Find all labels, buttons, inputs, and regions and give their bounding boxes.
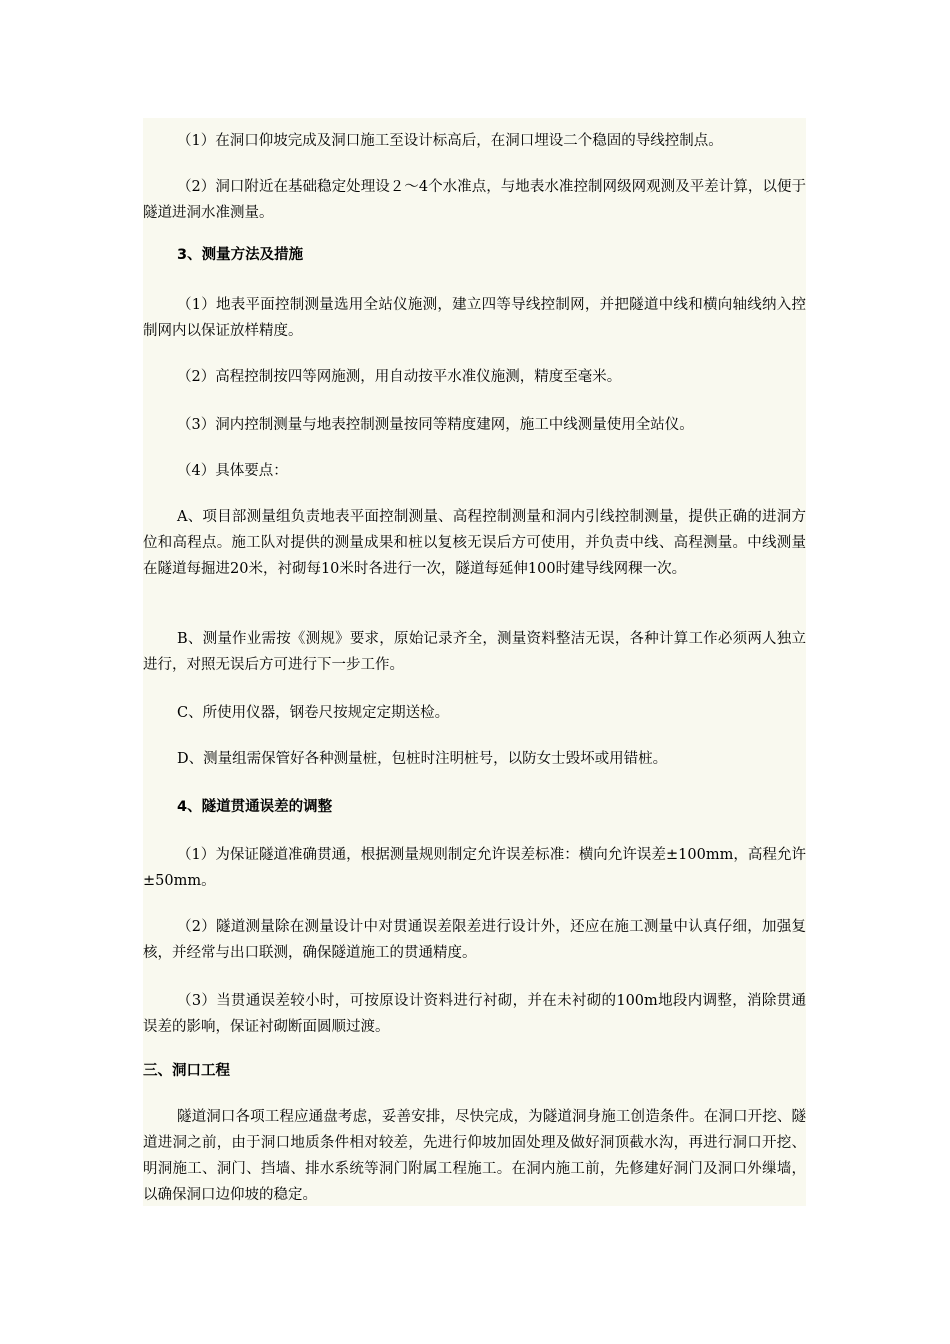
chapter-heading-3: 三、洞口工程	[143, 1063, 230, 1079]
paragraph-point-d: D、测量组需保管好各种测量桩，包桩时注明桩号，以防女士毁坏或用错桩。	[177, 751, 668, 767]
paragraph-4-2: （2）隧道测量除在测量设计中对贯通误差限差进行设计外，还应在施工测量中认真仔细，加强复核，并经常与出口联测，确保隧道施工的贯通精度。	[143, 919, 806, 961]
paragraph-point-c: C、所使用仪器，钢卷尺按规定定期送检。	[177, 705, 450, 721]
section-heading-3: 3、测量方法及措施	[177, 247, 304, 263]
paragraph-3-1: （1）地表平面控制测量选用全站仪施测，建立四等导线控制网，并把隧道中线和横向轴线纳入控制网内以保证放样精度。	[143, 297, 806, 339]
paragraph-3-2: （2）高程控制按四等网施测，用自动按平水准仪施测，精度至毫米。	[177, 369, 622, 385]
paragraph-chapter-3: 隧道洞口各项工程应通盘考虑，妥善安排，尽快完成，为隧道洞身施工创造条件。在洞口开挖、隧道进洞之前，由于洞口地质条件相对较差，先进行仰坡加固处理及做好洞顶截水沟，再进行洞口开挖、明洞施工、洞门、挡墙、排水系统等洞门附属工程施工。在洞内施工前，先修建好洞门及洞口外缫墙，以确保洞口边仰坡的稳定。	[143, 1109, 806, 1203]
paragraph-4-1: （1）为保证隧道准确贯通，根据测量规则制定允许误差标准：横向允许误差±100mm，高程允许±50mm。	[143, 847, 806, 889]
paragraph-2: （2）洞口附近在基础稳定处理设２～4个水准点，与地表水准控制网级网观测及平差计算，以便于隧道进洞水准测量。	[143, 179, 806, 221]
paragraph-4-3: （3）当贯通误差较小时，可按原设计资料进行衬砌，并在未衬砌的100m地段内调整，消除贯通误差的影响，保证衬砌断面圆顺过渡。	[143, 993, 806, 1035]
paragraph-3-4: （4）具体要点：	[177, 463, 288, 479]
paragraph-point-b: B、测量作业需按《测规》要求，原始记录齐全，测量资料整洁无误，各种计算工作必须两人独立进行，对照无误后方可进行下一步工作。	[143, 631, 806, 673]
section-heading-4: 4、隧道贯通误差的调整	[177, 799, 333, 815]
paragraph-point-a: A、项目部测量组负责地表平面控制测量、高程控制测量和洞内引线控制测量，提供正确的进洞方位和高程点。施工队对提供的测量成果和桩以复核无误后方可使用，并负责中线、高程测量。中线测量在隧道每掘进20米，衬砌每10米时各进行一次，隧道每延伸100时建导线网稞一次。	[143, 509, 806, 577]
paragraph-1: （1）在洞口仰坡完成及洞口施工至设计标高后，在洞口埋设二个稳固的导线控制点。	[177, 133, 723, 149]
paragraph-3-3: （3）洞内控制测量与地表控制测量按同等精度建网，施工中线测量使用全站仪。	[177, 417, 694, 433]
document-body	[143, 118, 806, 1206]
